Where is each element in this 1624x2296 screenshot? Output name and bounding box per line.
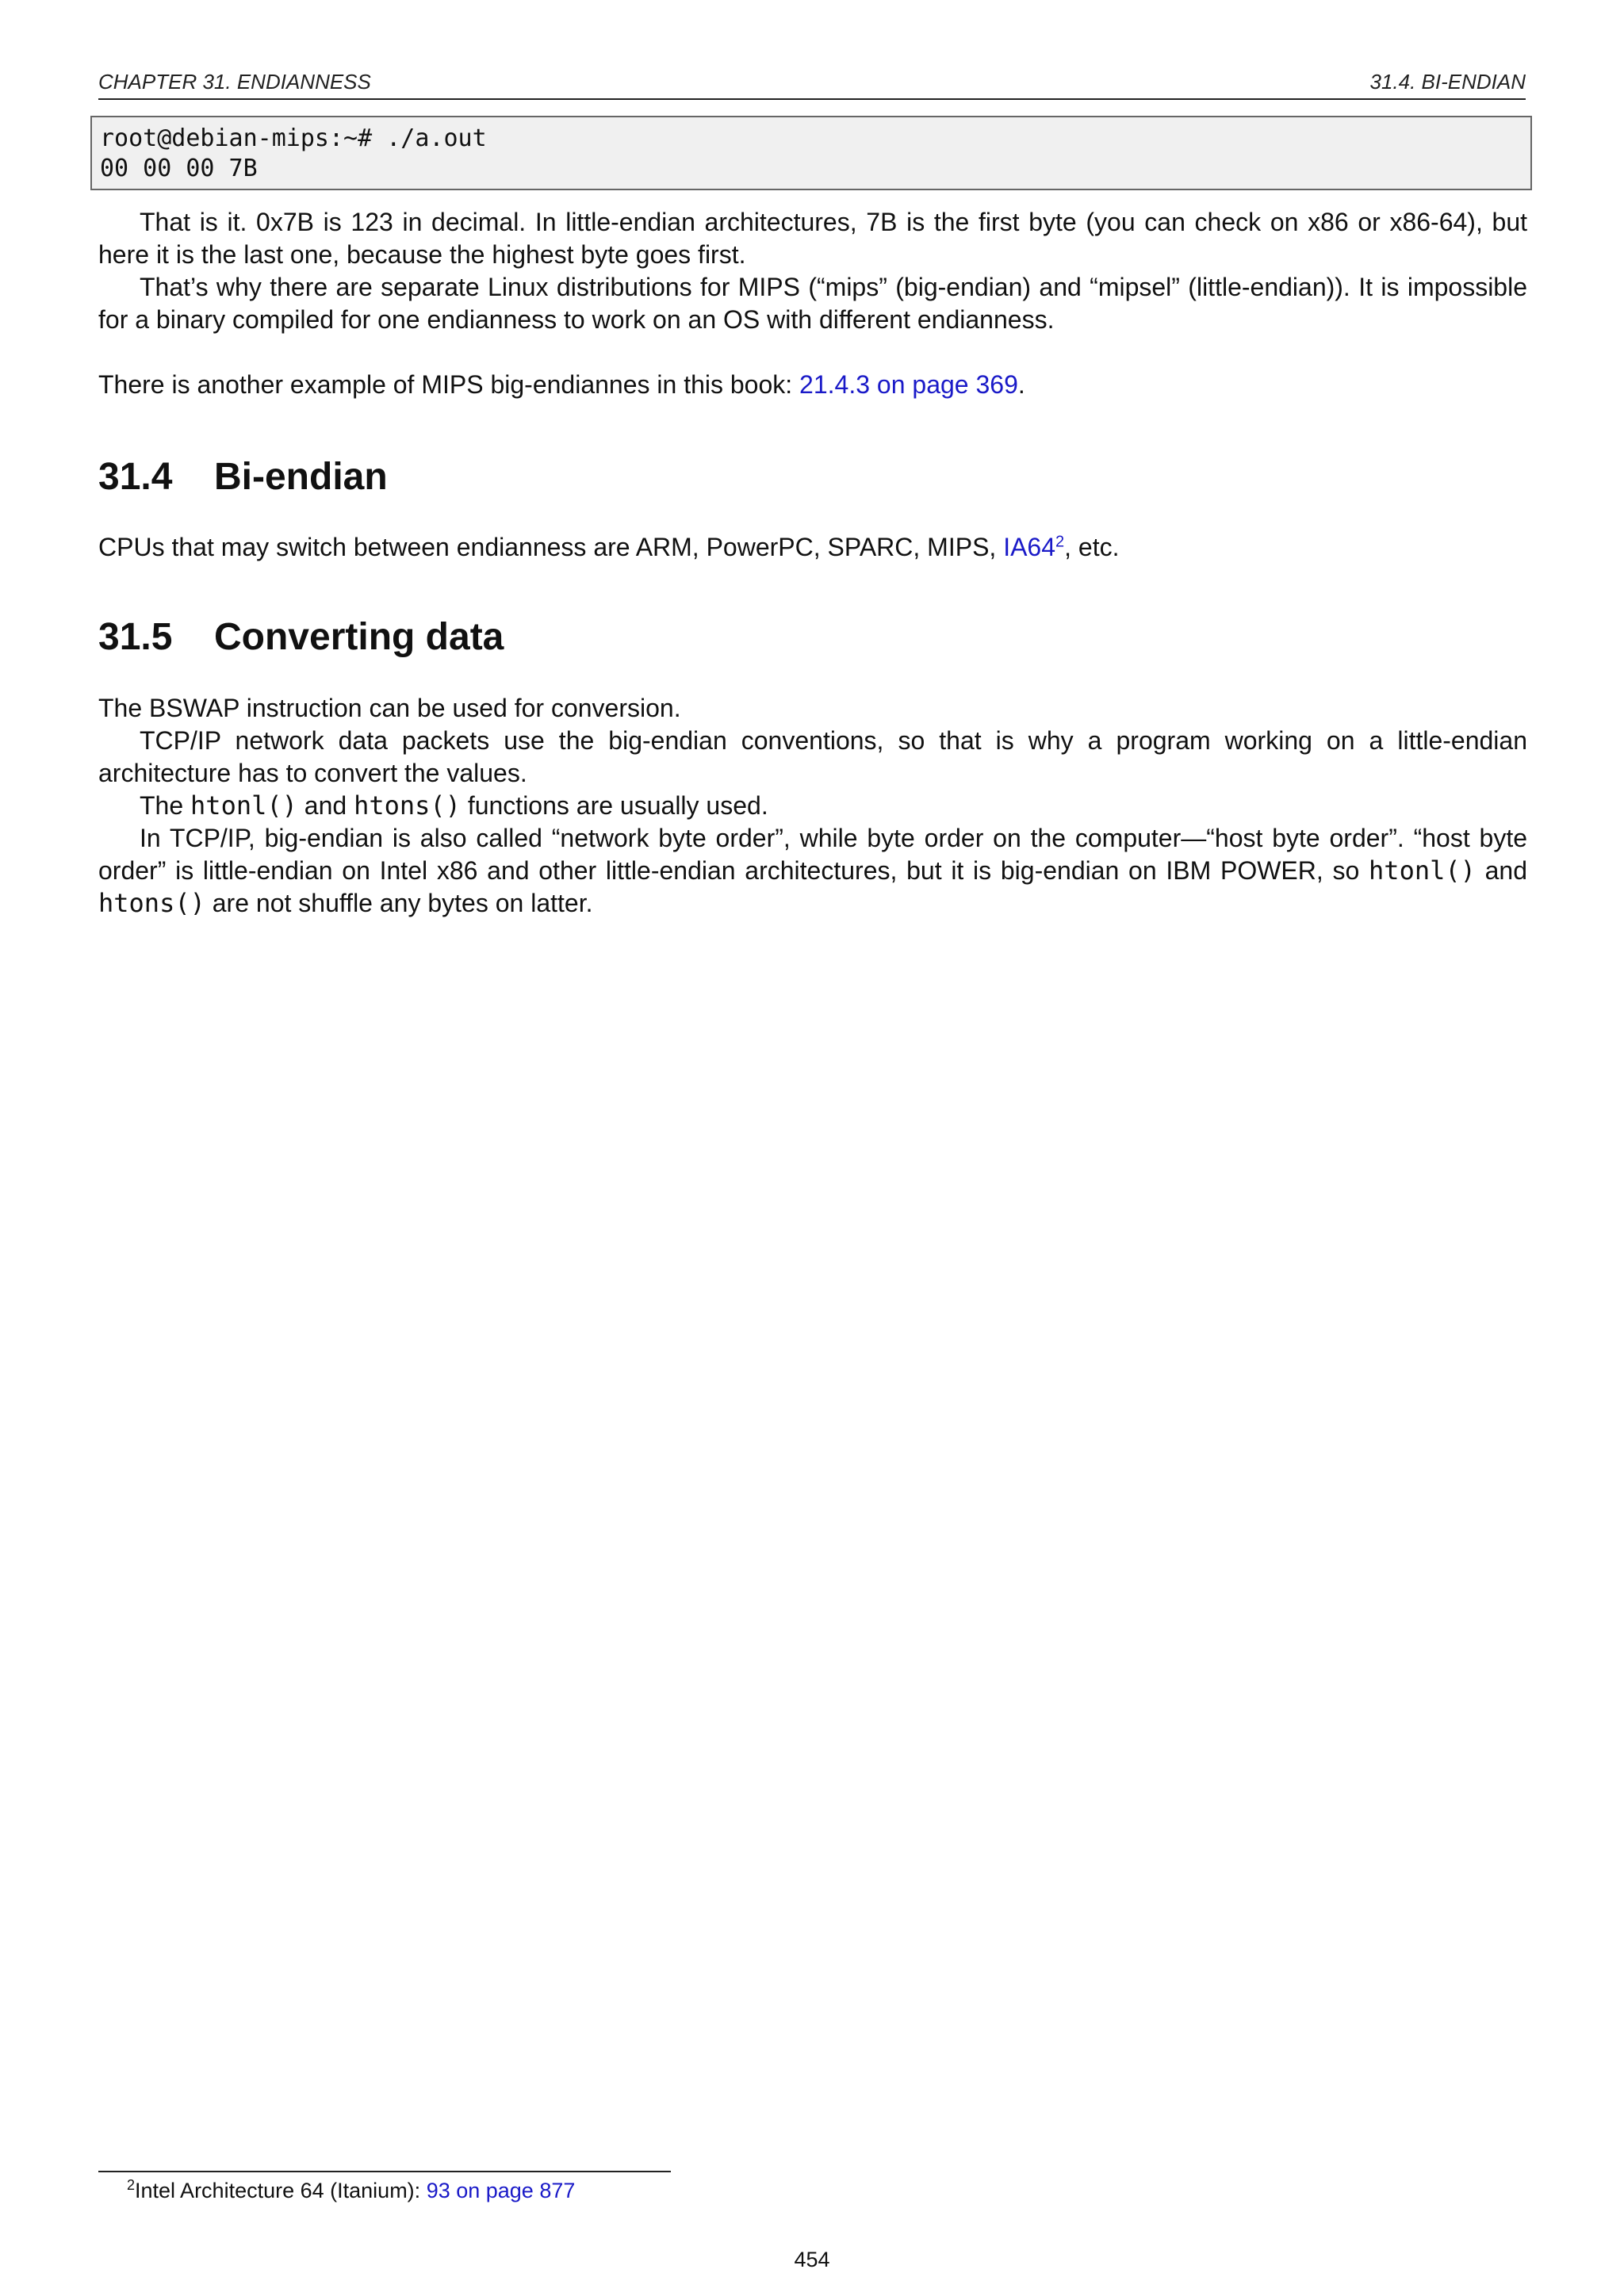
header-chapter-title: CHAPTER 31. ENDIANNESS — [98, 70, 371, 94]
paragraph-another-example — [98, 369, 1527, 401]
code-block — [90, 116, 1532, 190]
section-number: 31.4 — [98, 456, 173, 498]
footnote-divider — [98, 2171, 671, 2172]
paragraph-htonl-htons — [98, 790, 1527, 822]
paragraph-bi-endian-cpus — [98, 531, 1527, 564]
code-inline: htons() — [354, 790, 461, 821]
footnote-link[interactable]: 93 on page 877 — [426, 2179, 576, 2202]
code-line: 00 00 00 7B — [100, 155, 258, 182]
footnote-text: Intel Architecture 64 (Itanium): — [135, 2179, 427, 2202]
running-header — [98, 68, 1526, 100]
section-heading-31-5 — [98, 615, 504, 659]
text: functions are usually used. — [460, 791, 768, 820]
section-number: 31.5 — [98, 616, 173, 658]
text: The — [140, 791, 191, 820]
section-31-4-body — [98, 531, 1527, 564]
page-number: 454 — [794, 2248, 830, 2271]
footnote-number: 2 — [127, 2177, 136, 2193]
code-inline: htons() — [98, 888, 205, 918]
intro-paragraphs — [98, 206, 1527, 401]
header-section-title: 31.4. BI-ENDIAN — [1369, 70, 1526, 94]
code-inline: htonl() — [190, 790, 297, 821]
paragraph-network-byte-order — [98, 822, 1527, 920]
code-line: root@debian-mips:~# ./a.out — [100, 124, 487, 152]
text: . — [1017, 370, 1025, 399]
text: There is another example of MIPS big-endiannes in this book: — [98, 370, 800, 399]
footnote-mark[interactable]: 2 — [1055, 533, 1065, 551]
text: are not shuffle any bytes on latter. — [205, 889, 593, 917]
paragraph-tcpip: TCP/IP network data packets use the big-endian conventions, so that is why a program working on a little-endian architecture has to convert the values. — [98, 726, 1527, 787]
text: and — [1475, 856, 1528, 885]
ia64-glossary-link[interactable]: IA64 — [1003, 533, 1056, 561]
paragraph-bswap: The BSWAP instruction can be used for conversion. — [98, 694, 681, 722]
section-31-5-body — [98, 692, 1527, 920]
cross-reference-link[interactable]: 21.4.3 on page 369 — [799, 370, 1018, 399]
section-heading-31-4 — [98, 455, 388, 499]
code-inline: htonl() — [1369, 855, 1476, 886]
footnote — [127, 2177, 575, 2204]
text: and — [297, 791, 354, 820]
paragraph-0x7b: That is it. 0x7B is 123 in decimal. In little-endian architectures, 7B is the first byte (you can check on x86 or x86-64), but here it is the last one, because the highest byte goes first. — [98, 208, 1527, 269]
text: CPUs that may switch between endianness are ARM, PowerPC, SPARC, MIPS, — [98, 533, 1004, 561]
section-title: Converting data — [214, 616, 504, 658]
text: In TCP/IP, big-endian is also called “network byte order”, while byte order on the computer—“host byte order”. “host byte order” is little-endian on Intel x86 and other little-endian architectures, but it is big-endian on IBM POWER, so — [98, 824, 1527, 885]
text: , etc. — [1064, 533, 1120, 561]
section-title: Bi-endian — [214, 456, 388, 498]
paragraph-linux-distributions: That’s why there are separate Linux distributions for MIPS (“mips” (big-endian) and “mipsel” (little-endian)). It is impossible for a binary compiled for one endianness to work on an OS with different endianness. — [98, 273, 1527, 334]
